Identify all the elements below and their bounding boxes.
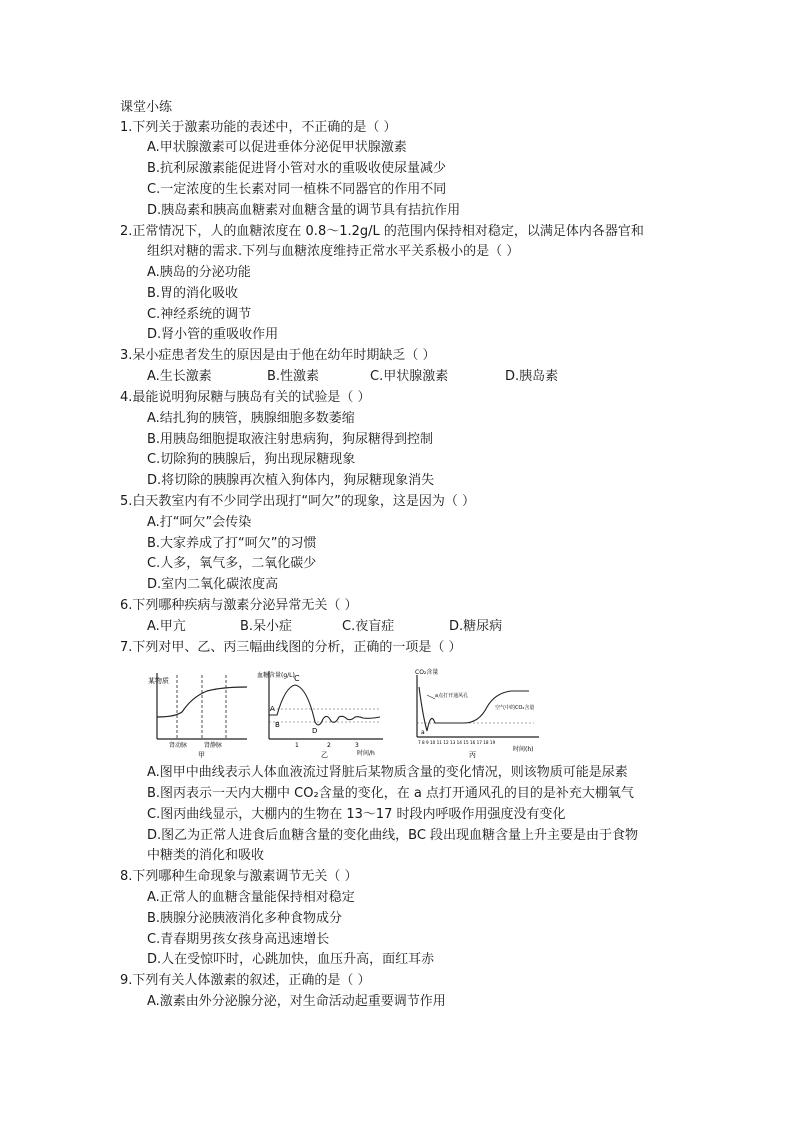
figure-yi [255,667,385,759]
question-2-stem-line1: 2.正常情况下，人的血糖浓度在 0.8～1.2g/L 的范围内保持相对稳定，以满足体内各器官和 [120,224,644,239]
q5-option-d: D.室内二氧化碳浓度高 [147,577,279,592]
q1-option-b: B.抗利尿激素能促进肾小管对水的重吸收使尿量减少 [147,161,447,176]
q5-option-b: B.大家养成了打“呵欠”的习惯 [147,536,317,551]
fig-yi-caption: 乙 [321,751,328,759]
q7-figures [147,667,567,762]
question-8-stem: 8.下列哪种生命现象与激素调节无关（ ） [120,869,358,884]
q8-option-a: A.正常人的血糖含量能保持相对稳定 [147,890,355,905]
fig-yi-point-c: C [294,674,300,683]
question-7-stem: 7.下列对甲、乙、丙三幅曲线图的分析，正确的一项是（ ） [120,640,462,655]
q2-option-d: D.肾小管的重吸收作用 [147,327,279,342]
q8-option-b: B.胰腺分泌胰液消化多种食物成分 [147,911,343,926]
q2-option-a: A.胰岛的分泌功能 [147,265,251,280]
q3-options-row [147,367,558,387]
q1-option-a: A.甲状腺激素可以促进垂体分泌促甲状腺激素 [147,140,407,155]
q7-option-b: B.图丙表示一天内大棚中 CO₂含量的变化，在 a 点打开通风孔的目的是补充大棚氧气 [147,786,634,801]
q6-option-b: B.呆小症 [240,619,293,634]
question-9-stem: 9.下列有关人体激素的叙述，正确的是（ ） [120,973,371,988]
fig-bing-note: a点打开通风孔 [435,693,469,699]
q2-option-b: B.胃的消化吸收 [147,286,239,301]
figure-bing [409,667,541,759]
fig-yi-point-a: A [270,705,275,713]
q3-option-d: D.胰岛素 [505,369,559,384]
figure-jia [147,667,252,759]
fig-jia-ylabel: 某物质 [148,677,169,685]
fig-jia-caption: 甲 [198,751,205,759]
q6-option-c: C.夜盲症 [342,619,395,634]
fig-bing-ylabel: CO₂含量 [415,669,439,676]
question-5-stem: 5.白天教室内有不少同学出现打“呵欠”的现象，这是因为（ ） [120,494,476,509]
q3-option-b: B.性激素 [267,369,320,384]
q4-option-a: A.结扎狗的胰管，胰腺细胞多数萎缩 [147,411,355,426]
question-2-stem-line2: 组织对糖的需求.下列与血糖浓度维持正常水平关系极小的是（ ） [147,244,520,259]
question-1-stem: 1.下列关于激素功能的表述中，不正确的是（ ） [120,120,397,135]
fig-yi-ylabel: 血糖含量(g/L) [257,672,295,679]
q6-option-a: A.甲亢 [147,619,186,634]
fig-yi-tick-1: 1 [295,742,299,749]
fig-yi-xlabel: 时间/h [357,750,375,757]
fig-bing-xlabel: 时间(h) [513,746,534,753]
fig-bing-caption: 丙 [469,751,476,759]
q3-option-c: C.甲状腺激素 [370,369,449,384]
q5-option-a: A.打“呵欠”会传染 [147,515,252,530]
fig-yi-tick-3: 3 [355,742,359,749]
q5-option-c: C.人多，氧气多，二氧化碳少 [147,556,317,571]
q4-option-b: B.用胰岛细胞提取液注射患病狗，狗尿糖得到控制 [147,432,434,447]
fig-bing-ticks: 7 8 9 10 11 12 13 14 15 16 17 18 19 [418,740,496,745]
q8-option-c: C.青春期男孩女孩身高迅速增长 [147,932,330,947]
q3-option-a: A.生长激素 [147,369,212,384]
q8-option-d: D.人在受惊吓时，心跳加快，血压升高，面红耳赤 [147,952,435,967]
q2-option-c: C.神经系统的调节 [147,307,252,322]
q6-option-d: D.糖尿病 [449,619,503,634]
fig-yi-point-b: B [275,721,280,729]
q7-option-a: A.图甲中曲线表示人体血液流过肾脏后某物质含量的变化情况，则该物质可能是尿素 [147,765,628,780]
q1-option-c: C.一定浓度的生长素对同一植株不同器官的作用不同 [147,182,447,197]
q1-option-d: D.胰岛素和胰高血糖素对血糖含量的调节具有拮抗作用 [147,203,461,218]
question-3-stem: 3.呆小症患者发生的原因是由于他在幼年时期缺乏（ ） [120,348,436,363]
q7-option-d: D.图乙为正常人进食后血糖含量的变化曲线，BC 段出现血糖含量上升主要是由于食物 [147,828,639,843]
q4-option-c: C.切除狗的胰腺后，狗出现尿糖现象 [147,452,356,467]
q7-option-c: C.图丙曲线显示，大棚内的生物在 13～17 时段内呼吸作用强度没有变化 [147,807,566,822]
q6-options-row [147,617,502,637]
fig-yi-tick-2: 2 [327,742,331,749]
fig-jia-right-label: 肾静脉 [204,742,223,749]
fig-yi-point-d: D [312,727,318,735]
fig-bing-point-a: a [421,729,425,736]
q7-option-d-cont: 中糖类的消化和吸收 [147,848,265,863]
fig-jia-left-label: 肾动脉 [169,742,188,749]
worksheet-title: 课堂小练 [120,100,173,115]
q4-option-d: D.将切除的胰腺再次植入狗体内，狗尿糖现象消失 [147,473,435,488]
question-6-stem: 6.下列哪种疾病与激素分泌异常无关（ ） [120,598,358,613]
question-4-stem: 4.最能说明狗尿糖与胰岛有关的试验是（ ） [120,390,371,405]
q9-option-a: A.激素由外分泌腺分泌，对生命活动起重要调节作用 [147,994,446,1009]
fig-bing-air-label: 空气中的CO₂含量 [495,705,535,711]
